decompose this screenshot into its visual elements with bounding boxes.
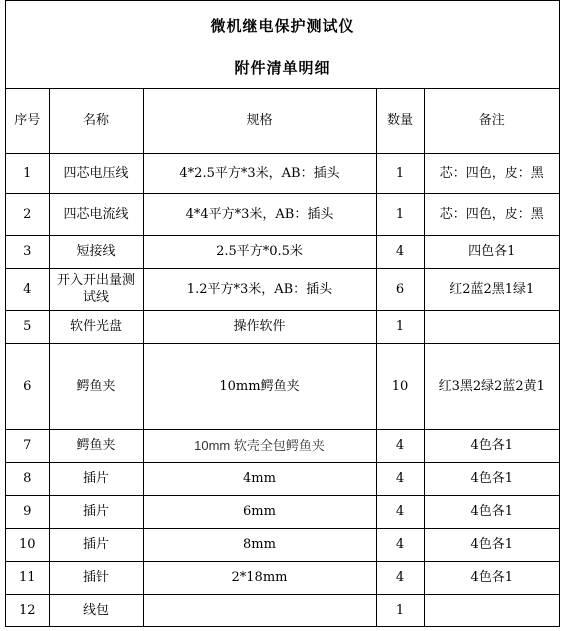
cell-remark: 四色各1	[424, 235, 559, 268]
cell-quantity: 6	[376, 268, 424, 310]
table-row	[6, 528, 559, 561]
cell-name: 四芯电压线	[49, 153, 143, 193]
table-row	[6, 235, 559, 268]
cell-quantity: 1	[376, 594, 424, 626]
header-index: 序号	[6, 89, 49, 153]
cell-index: 11	[6, 561, 49, 594]
cell-spec	[143, 594, 376, 626]
cell-spec: 4*2.5平方*3米，AB：插头	[143, 153, 376, 193]
header-remark: 备注	[424, 89, 559, 153]
cell-quantity: 4	[376, 462, 424, 495]
cell-index: 12	[6, 594, 49, 626]
accessory-table	[6, 89, 559, 626]
cell-remark	[424, 594, 559, 626]
cell-remark	[424, 310, 559, 343]
document-title: 微机继电保护测试仪	[210, 17, 355, 35]
header-name: 名称	[49, 89, 143, 153]
cell-index: 4	[6, 268, 49, 310]
cell-index: 5	[6, 310, 49, 343]
cell-name: 插片	[49, 462, 143, 495]
cell-spec: 10mm 软壳全包鳄鱼夹	[143, 429, 376, 462]
cell-quantity: 4	[376, 235, 424, 268]
header-spec: 规格	[143, 89, 376, 153]
cell-name: 鳄鱼夹	[49, 343, 143, 429]
cell-quantity: 4	[376, 429, 424, 462]
cell-quantity: 4	[376, 528, 424, 561]
cell-remark: 红3黑2绿2蓝2黄1	[424, 343, 559, 429]
cell-remark: 4色各1	[424, 561, 559, 594]
cell-quantity: 1	[376, 193, 424, 235]
cell-index: 6	[6, 343, 49, 429]
table-row	[6, 310, 559, 343]
cell-spec: 6mm	[143, 495, 376, 528]
table-row	[6, 153, 559, 193]
cell-spec: 10mm鳄鱼夹	[143, 343, 376, 429]
cell-index: 9	[6, 495, 49, 528]
table-row	[6, 429, 559, 462]
cell-name: 插针	[49, 561, 143, 594]
cell-remark: 红2蓝2黑1绿1	[424, 268, 559, 310]
cell-name: 插片	[49, 495, 143, 528]
cell-spec: 操作软件	[143, 310, 376, 343]
table-row	[6, 268, 559, 310]
cell-name: 软件光盘	[49, 310, 143, 343]
cell-name: 开入开出量测试线	[49, 268, 143, 310]
cell-spec: 4*4平方*3米，AB：插头	[143, 193, 376, 235]
cell-name: 插片	[49, 528, 143, 561]
accessory-list-sheet	[5, 0, 560, 627]
table-row	[6, 343, 559, 429]
cell-spec: 4mm	[143, 462, 376, 495]
cell-name: 鳄鱼夹	[49, 429, 143, 462]
cell-quantity: 1	[376, 310, 424, 343]
cell-name: 短接线	[49, 235, 143, 268]
table-row	[6, 193, 559, 235]
table-row	[6, 462, 559, 495]
cell-spec: 1.2平方*3米，AB：插头	[143, 268, 376, 310]
cell-quantity: 4	[376, 495, 424, 528]
cell-remark: 4色各1	[424, 429, 559, 462]
cell-remark: 4色各1	[424, 528, 559, 561]
cell-index: 2	[6, 193, 49, 235]
cell-index: 8	[6, 462, 49, 495]
cell-index: 10	[6, 528, 49, 561]
cell-spec: 8mm	[143, 528, 376, 561]
document-subtitle: 附件清单明细	[234, 59, 331, 77]
cell-remark: 4色各1	[424, 462, 559, 495]
cell-spec: 2*18mm	[143, 561, 376, 594]
title-block	[6, 1, 559, 89]
table-row	[6, 561, 559, 594]
cell-index: 3	[6, 235, 49, 268]
table-row	[6, 495, 559, 528]
cell-quantity: 10	[376, 343, 424, 429]
cell-quantity: 1	[376, 153, 424, 193]
cell-index: 7	[6, 429, 49, 462]
cell-index: 1	[6, 153, 49, 193]
table-row	[6, 594, 559, 626]
cell-spec: 2.5平方*0.5米	[143, 235, 376, 268]
cell-remark: 4色各1	[424, 495, 559, 528]
header-quantity: 数量	[376, 89, 424, 153]
cell-quantity: 4	[376, 561, 424, 594]
table-header-row	[6, 89, 559, 153]
cell-name: 线包	[49, 594, 143, 626]
cell-remark: 芯：四色，皮：黑	[424, 153, 559, 193]
cell-name: 四芯电流线	[49, 193, 143, 235]
cell-remark: 芯：四色，皮：黑	[424, 193, 559, 235]
